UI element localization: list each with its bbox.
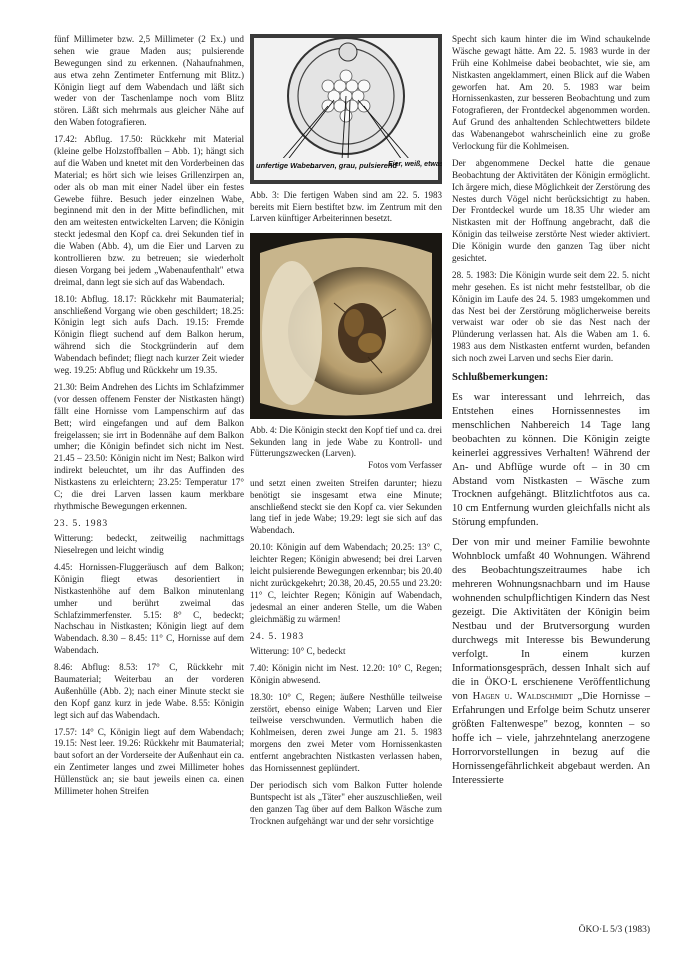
paragraph: 28. 5. 1983: Die Königin wurde seit dem 22. 5. nicht mehr gesehen. Es ist nicht mehr feststellbar, ob die Königin im Laufe des 24. 5. 1983 umgekommen und das Nest bei der Zerstörung möglicherweise bereits verwaist war oder ob sie das Nest nach der Plünderung verlassen hat. Als die Waben am 1. 6. 1983 aus dem Nistkasten entfernt wurden, befanden sich noch zwei Larven und sechs Eier darin. xyxy=(452,269,650,364)
date-heading: 24. 5. 1983 xyxy=(250,630,305,642)
paragraph: 18.30: 10° C, Regen; äußere Nesthülle teilweise zerstört, ebenso einige Waben; Larven und Eier teilweise verschwunden. Vermutlich haben die Kohlmeisen, deren zwei Junge am 21. 5. 1983 morgens den zwei Meter vom Hornissenkasten entfernt angebrachten Nistkasten verlassen haben, das Hornissennest geplündert. xyxy=(250,691,442,773)
author-names: Hagen u. Waldschmidt xyxy=(472,691,573,703)
date-heading: 23. 5. 1983 xyxy=(54,517,109,529)
label-unfinished-combs: unfertige Waben xyxy=(256,161,315,170)
paragraph: 4.45: Hornissen-Fluggeräusch auf dem Balkon; Königin fliegt etwas desorientiert in Nistkastenhöhe auf dem Balkon minutenlang umher und berührt zweimal das Schlafzimmerfenster. 5.15: 8° C, bedeckt; Nachschau in Nistkasten; Königin liegt auf dem Wabendach. 8.30 – 8.45: 11° C, Hornisse auf dem Wabendach. xyxy=(54,561,244,656)
column-3 xyxy=(452,34,650,794)
figure-4-photo xyxy=(250,233,442,419)
comb-diagram xyxy=(250,34,442,184)
column-1 xyxy=(54,34,244,803)
figure-3-caption: Abb. 3: Die fertigen Waben sind am 22. 5. 1983 bereits mit Eiern bestiftet bzw. im Zentrum mit den Larven künftiger Arbeiterinnen besetzt. xyxy=(250,190,442,224)
paragraph-part: Der von mir und meiner Familie bewohnte Wohnblock umfaßt 40 Wohnungen. Während des Beobachtungszeitraumes habe ich mehreren Wohnungsnachbarn und im Hause wohnenden schulpflichtigen Kindern das Nest gezeigt. Die Aktivitäten der Königin beim Nestbau und der Brutversorgung wurden durchwegs mit Interesse bis Bewunderung verfolgt. In einem kurzen Informationsgespräch, dessen Inhalt sich auf die in ÖKO·L erschienene Veröffentlichung von xyxy=(452,537,650,703)
paragraph: 8.46: Abflug: 8.53: 17° C, Rückkehr mit Baumaterial; Weiterbau an der vorderen Außenhülle (Abb. 2); nach einer Minute steckt sie den Kopf ganz kurz in jede Wabe. 8.55: Königin legt sich auf das Wabendach. xyxy=(54,662,244,720)
paragraph: Specht sich kaum hinter die im Wind schaukelnde Wäsche gewagt hätte. Am 22. 5. 1983 wurde in der Früh eine Kohlmeise dabei beobachtet, wie sie, am Nistkasten angeklammert, einen Blick auf die Waben geworfen hat. Am 20. 5. 1983 war beim Hornissenkasten, zur besseren Beobachtung und zum Fotografieren, der Frontdeckel abgenommen worden. Auf Grund des anhaltenden Schlechtwetters bildete das Wabenangebot wahrscheinlich eine zu große Verlockung für die Kohlmeisen. xyxy=(452,34,650,152)
figure-4-caption xyxy=(250,425,442,472)
figure-4-caption-text: Abb. 4: Die Königin steckt den Kopf tief und ca. drei Sekunden lang in jede Wabe zu Kontroll- und Fütterungszwecken (Larven). xyxy=(250,425,442,459)
journal-footer: ÖKO·L 5/3 (1983) xyxy=(578,925,650,935)
label-eggs: Eier, weiß, etwas xyxy=(388,161,442,168)
weather-line: Witterung: 10° C, bedeckt xyxy=(250,645,346,656)
section-heading: Schlußbemerkungen: xyxy=(452,372,549,384)
paragraph: Der periodisch sich vom Balkon Futter holende Buntspecht ist als „Täter" eher auszuschließen, weil den ganzen Tag über auf dem Balkon Wäsche zum Trocknen aufgehängt war und der sehr vorsichtige xyxy=(250,779,442,826)
queen-photo xyxy=(250,233,442,419)
paragraph: 21.30: Beim Andrehen des Lichts im Schlafzimmer (vor dessen offenem Fenster der Nistkasten hängt) fällt eine Hornisse vom Lampenschirm auf das Bett; wird eingefangen und auf dem Balkon freigelassen; sie irrt in Bodennähe auf dem Balkon umher; die Königin befindet sich nicht im Nest. 21.45 – 23.50: Königin nicht im Nest; Balkon wird indirekt beleuchtet, um ihr das Auffinden des Nistkastens zu erleichtern; 23.25: Temperatur 17° C; die drei Larven lassen kaum merkbare rhythmische Bewegungen erkennen. xyxy=(54,381,244,511)
paragraph: fünf Millimeter bzw. 2,5 Millimeter (2 Ex.) und sehen wie graue Maden aus; pulsierende Bewegungen sind zu erkennen. (Nahaufnahmen, aus etwa zehn Zentimeter Entfernung mit Blitz.) Königin liegt auf dem Wabendach und läßt sich weder von der Taschenlampe noch vom Blitz stören. Läßt sich mehrmals aus gleicher Nähe auf den Waben fotografieren. xyxy=(54,34,244,128)
weather-line: Witterung: bedeckt, zeitweilig nachmittags Nieselregen und leicht windig xyxy=(54,533,244,556)
paragraph: 17.42: Abflug. 17.50: Rückkehr mit Material (kleine gelbe Holzstoffballen – Abb. 1); hängt sich auf die Waben und knetet mit den Vorderbeinen das Material; es hört sich wie leises Grillenzirpen an, oder als ob man mit einer Nadel über ein festes Gewebe führe. Besuch jeder einzelnen Wabe, beginnend mit den in der Mitte befindlichen, mit den am weitesten entwickelten Larven; die Königin steckt jedesmal den Kopf ca. drei Sekunden tief in die Waben (Abb. 4), um die Eier und Larven zu kontrollieren bzw. zu betreuen; sie wiederholt diesen Vorgang bei jedem „Wabenaufenthalt" etwa dreimal, dann legt sie sich auf das Wabendach. xyxy=(54,134,244,287)
paragraph-part: „Die Hornisse – Erfahrungen und Erfolge beim Schutz unserer größten Faltenwespe" bezog, konnten – so hoffe ich – viele, jahrzehntelang anerzogene Horrorvorstellungen in bezug auf die Hornissengefährlichkeit abgebaut werden. An Interessierte xyxy=(452,691,650,786)
paragraph: 17.57: 14° C, Königin liegt auf dem Wabendach; 19.15: Nest leer. 19.26: Rückkehr mit Baumaterial; baut sofort an der Vorderseite der Außenhaut ein ca. ein Zentimeter langes und zwei Millimeter hohes Hüllenstück an; sie baut jeweils einen ca. einen Millimeter hohen Streifen xyxy=(54,726,244,797)
paragraph: Der abgenommene Deckel hatte die genaue Beobachtung der Aktivitäten der Königin ermöglicht. Ich ärgere mich, diese Möglichkeit der Zerstörung des Nestes durch Vögel nicht berücksichtigt zu haben. Der Frontdeckel wurde um 18.35 Uhr wieder am Nistkasten mit der Hoffnung angebracht, daß die Königin das teilweise zerstörte Nest wieder aktiviert. Die Königin wurde den ganzen Tag über nicht gesichtet. xyxy=(452,157,650,264)
paragraph: 7.40: Königin nicht im Nest. 12.20: 10° C, Regen; Königin abwesend. xyxy=(250,662,442,685)
photo-credit: Fotos vom Verfasser xyxy=(368,460,442,471)
paragraph xyxy=(452,536,650,787)
paragraph: 20.10: Königin auf dem Wabendach; 20.25: 13° C, leichter Regen; Königin abwesend; bei drei Larven leicht pulsierende Bewegungen erkennbar; bis 20.40 nicht zurückgekehrt; 20.38, 20.45, 20.55 und 23.20: 11° C, leichter Regen; Königin auf Wabendach, jedesmal an einer anderen Stelle, um die Waben gleichmäßig zu wärmen! xyxy=(250,542,442,624)
paragraph: und setzt einen zweiten Streifen darunter; hiezu benötigt sie insgesamt etwa eine Minute; anschließend steckt sie den Kopf ca. vier Sekunden lang tief in jede Wabe; 19.29: legt sie sich auf das Wabendach. xyxy=(250,477,442,536)
conclusion-text xyxy=(452,391,650,788)
figure-3-diagram xyxy=(250,34,442,184)
column-2 xyxy=(250,34,442,832)
paragraph: Es war interessant und lehrreich, das Entstehen eines Hornissennestes im menschlichen Nahbereich 14 Tage lang beobachten zu können. Die Königin zeigte keinerlei aggressives Verhalten! Während der An- und Abflüge wurde oft – in 30 cm Abstand vom Nistkasten – Wäsche zum Trocknen aufgehängt. Blitzlichtfotos aus ca. 10 cm Entfernung wurden gleichfalls nicht als Störung empfunden. xyxy=(452,391,650,529)
label-larvae: Larven, grau, pulsierend xyxy=(310,161,398,170)
paragraph: 18.10: Abflug. 18.17: Rückkehr mit Baumaterial; anschließend Vorgang wie oben geschildert; 18.25: Königin legt sich aufs Dach. 19.15: Fremde Königin fliegt suchend auf dem Balkon herum, während sich die Stockgründerin auf dem Wabendach befindet; fliegt nach kurzer Zeit wieder weg. 19.25: Abflug und Rückkehr um 19.35. xyxy=(54,293,244,376)
